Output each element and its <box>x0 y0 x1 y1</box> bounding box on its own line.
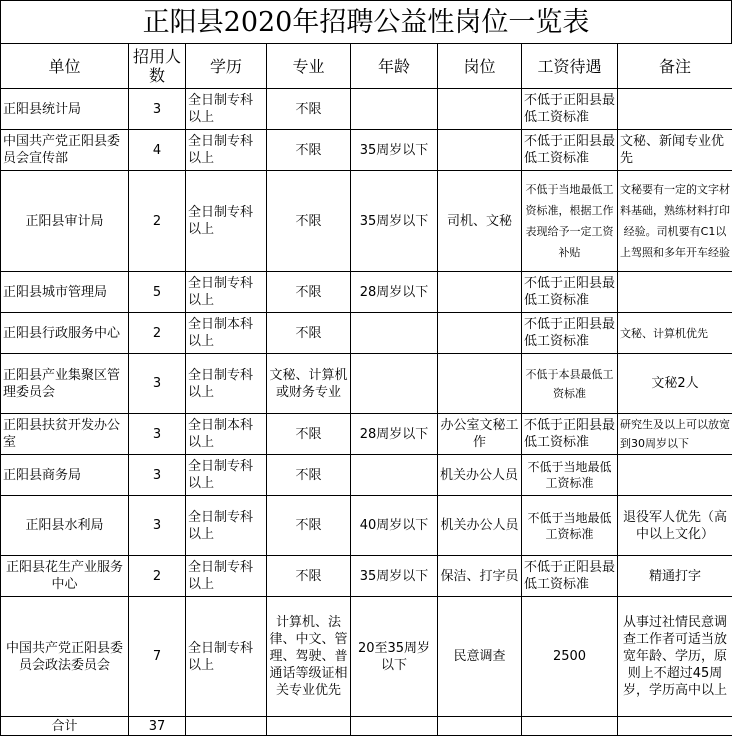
cell-major: 不限 <box>267 171 351 272</box>
table-row <box>1 171 732 272</box>
cell-education: 全日制专科以上 <box>186 597 267 717</box>
cell-post: 办公室文秘工作 <box>438 414 522 455</box>
table-row <box>1 496 732 556</box>
cell-wage: 2500 <box>522 597 618 717</box>
cell-remarks: 研究生及以上可以放宽到30周岁以下 <box>618 414 732 455</box>
cell-unit: 中国共产党正阳县委员会宣传部 <box>1 130 129 171</box>
empty-cell <box>186 717 267 736</box>
cell-education: 全日制本科以上 <box>186 414 267 455</box>
cell-count: 3 <box>129 496 186 556</box>
cell-count: 3 <box>129 414 186 455</box>
cell-post: 保洁、打字员 <box>438 556 522 597</box>
cell-major: 不限 <box>267 130 351 171</box>
cell-age: 35周岁以下 <box>351 556 438 597</box>
cell-post: 民意调查 <box>438 597 522 717</box>
cell-count: 7 <box>129 597 186 717</box>
cell-major: 不限 <box>267 272 351 313</box>
cell-count: 3 <box>129 89 186 130</box>
table-row <box>1 414 732 455</box>
cell-count: 5 <box>129 272 186 313</box>
recruitment-table <box>0 43 732 736</box>
table-row <box>1 130 732 171</box>
header-remarks: 备注 <box>618 44 732 89</box>
cell-age: 35周岁以下 <box>351 171 438 272</box>
empty-cell <box>618 717 732 736</box>
cell-post: 司机、文秘 <box>438 171 522 272</box>
header-post: 岗位 <box>438 44 522 89</box>
cell-unit: 正阳县统计局 <box>1 89 129 130</box>
cell-remarks: 文秘2人 <box>618 354 732 414</box>
page-title: 正阳县2020年招聘公益性岗位一览表 <box>0 0 732 43</box>
cell-count: 4 <box>129 130 186 171</box>
cell-count: 2 <box>129 556 186 597</box>
total-count: 37 <box>129 717 186 736</box>
cell-remarks <box>618 455 732 496</box>
total-row <box>1 717 732 736</box>
cell-unit: 正阳县审计局 <box>1 171 129 272</box>
cell-wage: 不低于当地最低工资标准 <box>522 496 618 556</box>
cell-remarks: 精通打字 <box>618 556 732 597</box>
cell-education: 全日制本科以上 <box>186 313 267 354</box>
cell-unit: 正阳县扶贫开发办公室 <box>1 414 129 455</box>
table-row <box>1 89 732 130</box>
cell-remarks: 文秘要有一定的文字材料基础，熟练材料打印经验。司机要有C1以上驾照和多年开车经验 <box>618 171 732 272</box>
cell-education: 全日制专科以上 <box>186 89 267 130</box>
cell-age: 28周岁以下 <box>351 414 438 455</box>
cell-remarks: 文秘、计算机优先 <box>618 313 732 354</box>
cell-unit: 正阳县商务局 <box>1 455 129 496</box>
cell-remarks: 文秘、新闻专业优先 <box>618 130 732 171</box>
cell-education: 全日制专科以上 <box>186 455 267 496</box>
cell-education: 全日制专科以上 <box>186 556 267 597</box>
cell-age <box>351 455 438 496</box>
table-row <box>1 597 732 717</box>
cell-remarks: 从事过社情民意调查工作者可适当放宽年龄、学历，原则上不超过45周岁，学历高中以上 <box>618 597 732 717</box>
cell-major: 不限 <box>267 556 351 597</box>
cell-major: 不限 <box>267 414 351 455</box>
cell-count: 2 <box>129 313 186 354</box>
cell-wage: 不低于正阳县最低工资标准 <box>522 89 618 130</box>
table-row <box>1 354 732 414</box>
cell-wage: 不低于正阳县最低工资标准 <box>522 414 618 455</box>
empty-cell <box>438 717 522 736</box>
header-education: 学历 <box>186 44 267 89</box>
cell-post <box>438 272 522 313</box>
cell-unit: 中国共产党正阳县委员会政法委员会 <box>1 597 129 717</box>
cell-major: 不限 <box>267 313 351 354</box>
cell-remarks: 退役军人优先（高中以上文化） <box>618 496 732 556</box>
cell-post: 机关办公人员 <box>438 455 522 496</box>
cell-major: 文秘、计算机或财务专业 <box>267 354 351 414</box>
cell-unit: 正阳县水利局 <box>1 496 129 556</box>
cell-wage: 不低于本县最低工资标准 <box>522 354 618 414</box>
header-wage: 工资待遇 <box>522 44 618 89</box>
table-row <box>1 313 732 354</box>
cell-post <box>438 354 522 414</box>
cell-age <box>351 354 438 414</box>
cell-wage: 不低于正阳县最低工资标准 <box>522 313 618 354</box>
table-row <box>1 272 732 313</box>
cell-age: 28周岁以下 <box>351 272 438 313</box>
header-row <box>1 44 732 89</box>
cell-education: 全日制专科以上 <box>186 171 267 272</box>
cell-post: 机关办公人员 <box>438 496 522 556</box>
cell-wage: 不低于当地最低工资标准 <box>522 455 618 496</box>
cell-wage: 不低于正阳县最低工资标准 <box>522 556 618 597</box>
empty-cell <box>522 717 618 736</box>
cell-major: 不限 <box>267 89 351 130</box>
header-unit: 单位 <box>1 44 129 89</box>
cell-major: 计算机、法律、中文、管理、驾驶、普通话等级证相关专业优先 <box>267 597 351 717</box>
cell-age: 20至35周岁以下 <box>351 597 438 717</box>
cell-post <box>438 89 522 130</box>
cell-unit: 正阳县产业集聚区管理委员会 <box>1 354 129 414</box>
header-major: 专业 <box>267 44 351 89</box>
table-row <box>1 556 732 597</box>
total-label: 合计 <box>1 717 129 736</box>
cell-unit: 正阳县行政服务中心 <box>1 313 129 354</box>
cell-remarks <box>618 272 732 313</box>
cell-education: 全日制专科以上 <box>186 272 267 313</box>
cell-wage: 不低于当地最低工资标准，根据工作表现给予一定工资补贴 <box>522 171 618 272</box>
cell-unit: 正阳县花生产业服务中心 <box>1 556 129 597</box>
cell-post <box>438 313 522 354</box>
cell-major: 不限 <box>267 455 351 496</box>
cell-education: 全日制专科以上 <box>186 354 267 414</box>
cell-wage: 不低于正阳县最低工资标准 <box>522 130 618 171</box>
cell-education: 全日制专科以上 <box>186 496 267 556</box>
cell-education: 全日制专科以上 <box>186 130 267 171</box>
empty-cell <box>267 717 351 736</box>
cell-count: 2 <box>129 171 186 272</box>
header-age: 年龄 <box>351 44 438 89</box>
cell-major: 不限 <box>267 496 351 556</box>
cell-age <box>351 89 438 130</box>
cell-count: 3 <box>129 354 186 414</box>
empty-cell <box>351 717 438 736</box>
cell-wage: 不低于正阳县最低工资标准 <box>522 272 618 313</box>
header-count: 招用人数 <box>129 44 186 89</box>
cell-age <box>351 313 438 354</box>
cell-count: 3 <box>129 455 186 496</box>
cell-post <box>438 130 522 171</box>
cell-unit: 正阳县城市管理局 <box>1 272 129 313</box>
cell-remarks <box>618 89 732 130</box>
table-row <box>1 455 732 496</box>
cell-age: 40周岁以下 <box>351 496 438 556</box>
cell-age: 35周岁以下 <box>351 130 438 171</box>
